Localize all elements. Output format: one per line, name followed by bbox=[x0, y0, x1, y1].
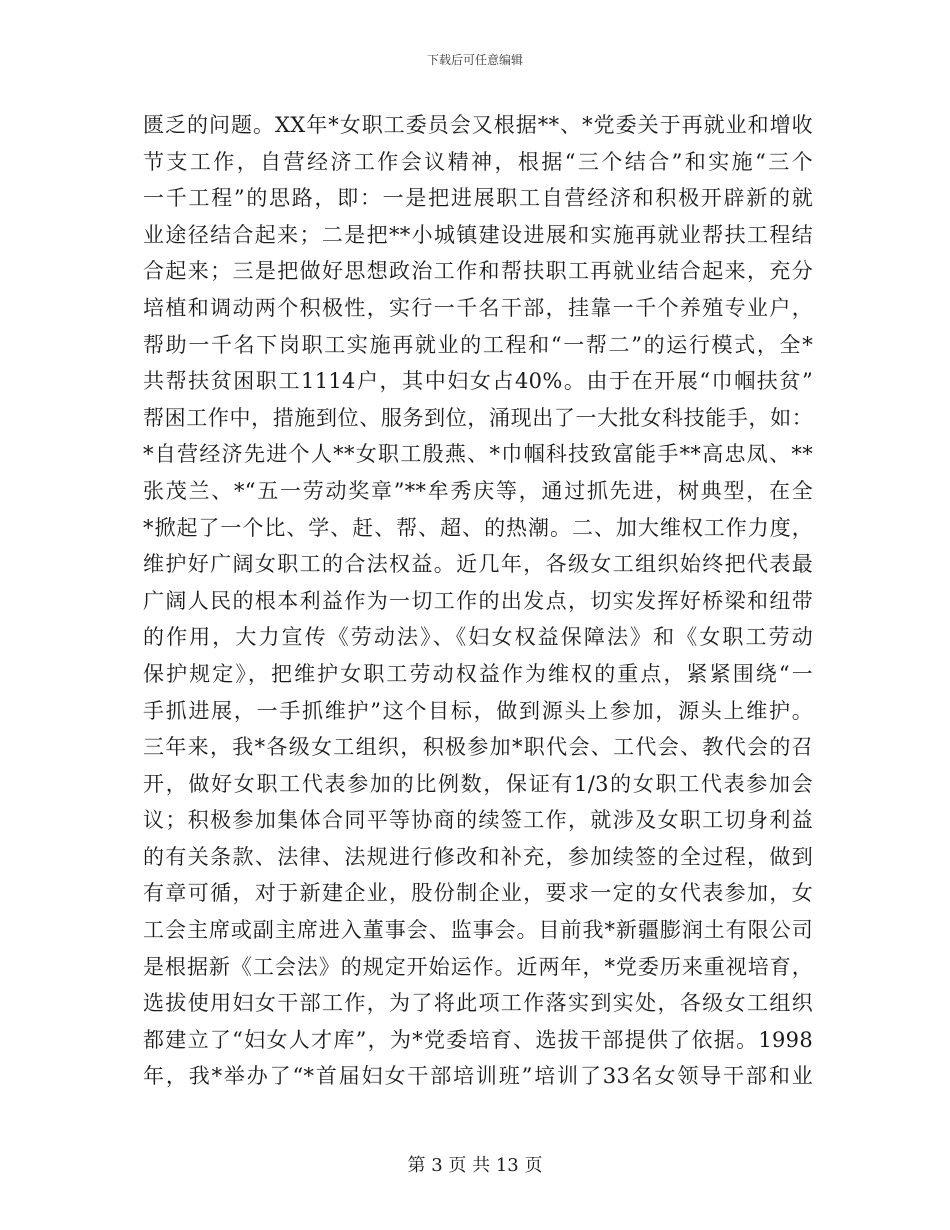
text-line: 工会主席或副主席进入董事会、监事会。目前我*新疆膨润土有限公司 bbox=[143, 918, 813, 943]
text-line: 选拔使用妇女干部工作，为了将此项工作落实到实处，各级女工组织 bbox=[143, 991, 813, 1016]
text-line: 业途径结合起来；二是把**小城镇建设进展和实施再就业帮扶工程结 bbox=[143, 222, 813, 247]
page-number-footer: 第 3 页 共 13 页 bbox=[407, 1155, 543, 1176]
text-line: 保护规定》，把维护女职工劳动权益作为维权的重点，紧紧围绕“一 bbox=[143, 661, 813, 686]
text-line: *掀起了一个比、学、赶、帮、超、的热潮。二、加大维权工作力度， bbox=[143, 515, 813, 540]
text-line: 的作用，大力宣传《劳动法》、《妇女权益保障法》和《女职工劳动 bbox=[143, 625, 813, 650]
text-line: 帮困工作中，措施到位、服务到位，涌现出了一大批女科技能手，如： bbox=[143, 405, 813, 430]
text-line: 三年来，我*各级女工组织，积极参加*职代会、工代会、教代会的召 bbox=[143, 735, 813, 760]
body-text bbox=[143, 107, 813, 1095]
text-line: 帮助一千名下岗职工实施再就业的工程和“一帮二”的运行模式，全* bbox=[143, 332, 813, 357]
text-line: 议；积极参加集体合同平等协商的续签工作，就涉及女职工切身利益 bbox=[143, 808, 813, 833]
text-line: 的有关条款、法律、法规进行修改和补充，参加续签的全过程，做到 bbox=[143, 844, 813, 869]
text-line: 合起来；三是把做好思想政治工作和帮扶职工再就业结合起来，充分 bbox=[143, 259, 813, 284]
text-line: 有章可循，对于新建企业，股份制企业，要求一定的女代表参加，女 bbox=[143, 881, 813, 906]
text-line: 手抓进展，一手抓维护”这个目标，做到源头上参加，源头上维护。 bbox=[143, 698, 813, 723]
text-line: 开，做好女职工代表参加的比例数，保证有1/3的女职工代表参加会 bbox=[143, 771, 813, 796]
text-line: 是根据新《工会法》的规定开始运作。近两年，*党委历来重视培育， bbox=[143, 954, 813, 979]
text-line: 张茂兰、*“五一劳动奖章”**牟秀庆等，通过抓先进，树典型，在全 bbox=[143, 478, 813, 503]
page-header: 下载后可任意编辑 bbox=[426, 53, 523, 67]
text-line: 一千工程”的思路，即：一是把进展职工自营经济和积极开辟新的就 bbox=[143, 186, 813, 211]
text-line: 广阔人民的根本利益作为一切工作的出发点，切实发挥好桥梁和纽带 bbox=[143, 588, 813, 613]
text-line: 共帮扶贫困职工1114户，其中妇女占40%。由于在开展“巾帼扶贫” bbox=[143, 369, 813, 394]
text-line: 培植和调动两个积极性，实行一千名干部，挂靠一千个养殖专业户， bbox=[143, 295, 813, 320]
text-line: 维护好广阔女职工的合法权益。近几年，各级女工组织始终把代表最 bbox=[143, 552, 813, 577]
text-line: 节支工作，自营经济工作会议精神，根据“三个结合”和实施“三个 bbox=[143, 149, 813, 174]
text-line: *自营经济先进个人**女职工殷燕、*巾帼科技致富能手**高忠凤、** bbox=[143, 442, 813, 467]
text-line: 匮乏的问题。XX年*女职工委员会又根据**、*党委关于再就业和增收 bbox=[143, 113, 813, 137]
text-line: 年，我*举办了“*首届妇女干部培训班”培训了33名女领导干部和业 bbox=[143, 1064, 813, 1089]
text-line: 都建立了“妇女人才库”，为*党委培育、选拔干部提供了依据。1998 bbox=[143, 1027, 813, 1052]
